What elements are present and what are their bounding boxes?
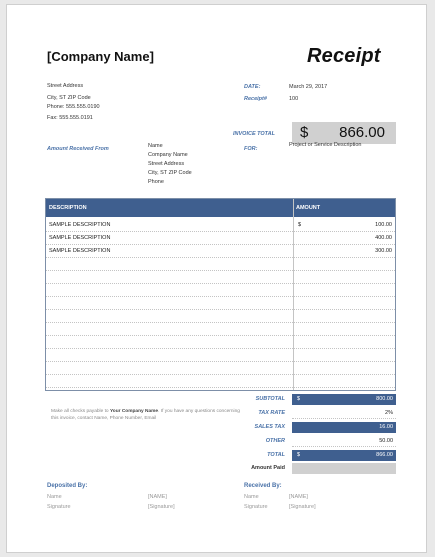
row-currency: $ [298, 222, 302, 228]
column-header-description: DESCRIPTION [49, 205, 87, 211]
table-row [46, 297, 395, 310]
other-label: OTHER [265, 438, 285, 444]
deposited-name-value[interactable]: [NAME] [148, 494, 167, 500]
received-from-phone: Phone [148, 179, 164, 185]
tax-rate-label: TAX RATE [258, 410, 285, 416]
receipt-page [6, 4, 427, 553]
other-cell [292, 436, 396, 447]
deposited-signature-label: Signature [47, 504, 71, 510]
other-value: 50.00 [379, 438, 393, 444]
sales-tax-value: 16.00 [379, 424, 393, 430]
address-fax: Fax: 555.555.0191 [47, 115, 93, 121]
receipt-title: Receipt [307, 45, 381, 67]
table-row [46, 349, 395, 362]
deposited-signature-value[interactable]: [Signature] [148, 504, 175, 510]
row-amount: 100.00 [375, 222, 392, 228]
received-from-street: Street Address [148, 161, 185, 167]
table-row [46, 362, 395, 375]
amount-paid-cell[interactable] [292, 463, 396, 474]
invoice-total-currency: $ [300, 124, 309, 141]
sales-tax-cell [292, 422, 396, 433]
subtotal-label: SUBTOTAL [255, 396, 285, 402]
received-from-block [148, 142, 192, 187]
table-row [46, 219, 395, 232]
payment-note-company: Your Company Name [109, 409, 159, 414]
row-amount: 300.00 [375, 248, 392, 254]
address-city: City, ST ZIP Code [47, 95, 91, 101]
address-street: Street Address [47, 83, 84, 89]
row-description: SAMPLE DESCRIPTION [49, 248, 111, 254]
table-row [46, 232, 395, 245]
received-from-company: Company Name [148, 152, 188, 158]
deposited-by-heading: Deposited By: [47, 483, 88, 489]
total-currency: $ [297, 452, 301, 458]
received-by-heading: Received By: [244, 483, 282, 489]
received-name-value[interactable]: [NAME] [289, 494, 308, 500]
items-table-header [46, 199, 395, 217]
date-value: March 29, 2017 [289, 84, 328, 90]
address-phone: Phone: 555.555.0190 [47, 104, 100, 110]
table-row [46, 310, 395, 323]
row-amount: 400.00 [375, 235, 392, 241]
subtotal-currency: $ [297, 396, 301, 402]
company-address [47, 82, 100, 123]
table-row [46, 336, 395, 349]
table-row [46, 375, 395, 388]
subtotal-value: 800.00 [376, 396, 393, 402]
tax-rate-value: 2% [385, 410, 393, 416]
subtotal-cell [292, 394, 396, 405]
date-label: DATE: [244, 84, 261, 90]
invoice-total-value: 866.00 [339, 124, 385, 141]
received-from-label: Amount Received From [47, 146, 109, 152]
row-description: SAMPLE DESCRIPTION [49, 235, 111, 241]
total-label: TOTAL [267, 452, 285, 458]
sales-tax-label: SALES TAX [254, 424, 285, 430]
received-from-name: Name [148, 143, 163, 149]
column-header-amount: AMOUNT [296, 205, 321, 211]
invoice-total-label: INVOICE TOTAL [233, 131, 275, 137]
column-divider [293, 199, 294, 390]
received-name-label: Name [244, 494, 259, 500]
table-row [46, 323, 395, 336]
table-row [46, 258, 395, 271]
receipt-number-label: Receipt# [244, 96, 267, 102]
for-value: Project or Service Description [289, 142, 362, 148]
receipt-number-value: 100 [289, 96, 299, 102]
items-table [45, 198, 396, 391]
for-label: FOR: [244, 146, 258, 152]
payment-note-prefix: Make all checks payable to [51, 409, 110, 414]
table-row [46, 284, 395, 297]
amount-paid-label: Amount Paid [251, 465, 285, 471]
total-cell [292, 450, 396, 461]
payment-note-suffix: . If you have any questions concerning this invoice, contact Name, Phone Number, Email [51, 409, 240, 421]
row-description: SAMPLE DESCRIPTION [49, 222, 111, 228]
table-row [46, 271, 395, 284]
tax-rate-cell [292, 408, 396, 419]
received-signature-value[interactable]: [Signature] [289, 504, 316, 510]
deposited-name-label: Name [47, 494, 62, 500]
received-from-city: City, ST ZIP Code [148, 170, 192, 176]
table-row [46, 245, 395, 258]
total-value: 866.00 [376, 452, 393, 458]
received-signature-label: Signature [244, 504, 268, 510]
company-name: [Company Name] [47, 49, 154, 64]
